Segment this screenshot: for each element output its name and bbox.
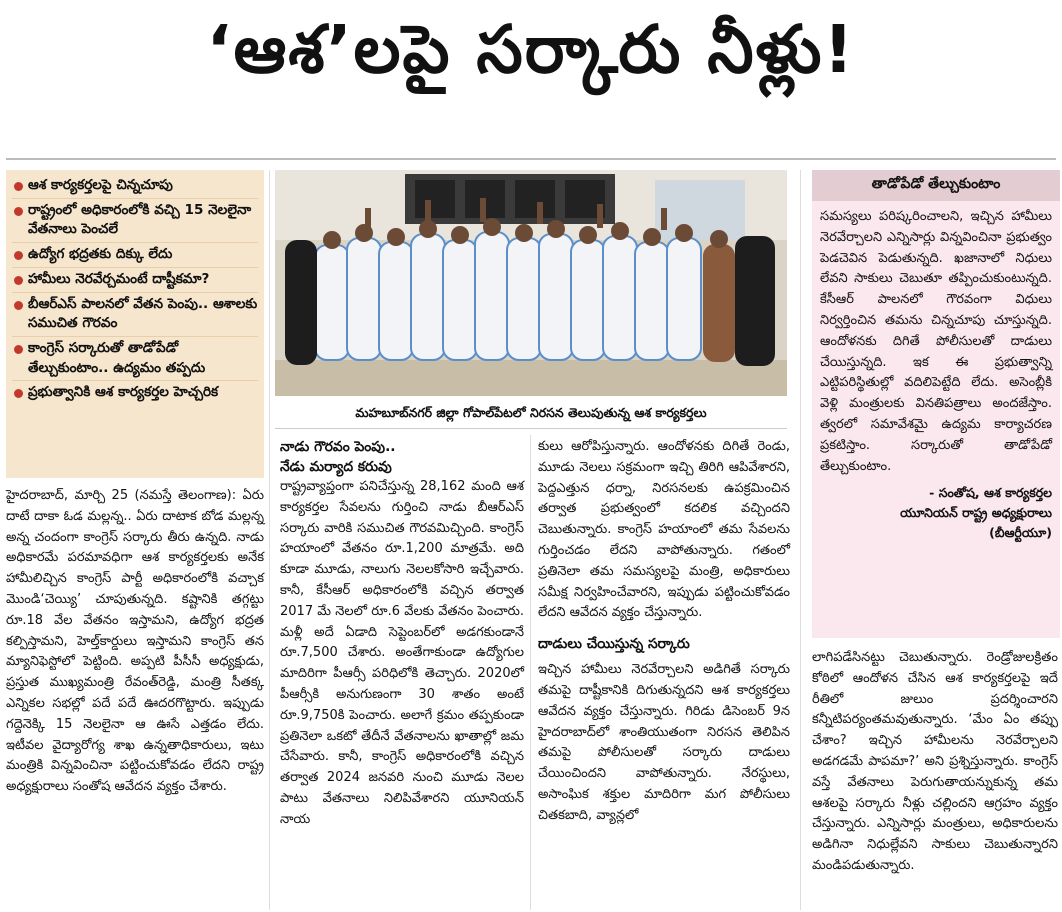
subheading: నాడు గౌరవం పెంపు.. xyxy=(280,439,396,455)
highlight-text: ప్రభుత్వానికి ఆశ కార్యకర్తల హెచ్చరిక xyxy=(28,384,219,401)
highlight-text: ఆశ కార్యకర్తలపై చిన్నచూపు xyxy=(28,177,173,193)
article-column-4: లాగిపడేసినట్టు చెబుతున్నారు. రెండ్రోజులక్రితం కోఠిలో ఆందోళన చేసిన ఆశ కార్యకర్తలపై ఇదే రీతిలో జులుం ప్రదర్శించారని కన్నీటిపర్యంతమవుతున్నారు. ‘మేం ఏం తప్పు చేశాం? ఇచ్చిన హామీలను నెరవేర్చాలని అడగడమే పాపమా?’ అని ప్రశ్నిస్తున్నారు. కాంగ్రెస్‌ వస్తే వేతనాలు పెరుగుతాయన్నుకున్న తమ ఆశలపై సర్కారు నీళ్లు చల్లిందని ఆగ్రహం వ్యక్తం చేస్తున్నారు. ఎన్నిసార్లు మంత్రులు, అధికారులను అడిగినా నిధుల్లేవని సాకులు చెబుతున్నారని మండిపడుతున్నారు. xyxy=(812,650,1058,873)
photo-caption: మహబూబ్‌నగర్‌ జిల్లా గోపాల్‌పేటలో నిరసన తెలుపుతున్న ఆశ కార్యకర్తలు xyxy=(275,398,787,429)
bullet-icon xyxy=(14,345,23,354)
bullet-icon xyxy=(14,207,23,216)
bullet-icon xyxy=(14,389,23,398)
bullet-icon xyxy=(14,251,23,260)
quote-signature: (బీఆర్టీయూ) xyxy=(989,525,1052,541)
article-text: కులు ఆరోపిస్తున్నారు. ఆందోళనకు దిగితే రెండు, మూడు నెలలు సక్రమంగా ఇచ్చి తిరిగి ఆపివేశారని, పెద్దఎత్తున ధర్నా, నిరసనలకు ఉపక్రమించిన తర్వాత ప్రభుత్వంలో కదలిక వచ్చిందని చెబుతున్నారు. కాంగ్రెస్‌ హయాంలో తమ సేవలను గుర్తించడం లేదని వాపోతున్నారు. గతంలో ప్రతినెలా తమ సమస్యలపై మంత్రి, అధికారులు సమీక్ష నిర్వహించేవారని, ఇప్పుడు పట్టించుకోవడం లేదని ఆవేదన వ్యక్తం చేస్తున్నారు. xyxy=(538,439,790,621)
article-column-1: హైదరాబాద్‌, మార్చి 25 (నమస్తే తెలంగాణ): ఏరు దాటే దాకా ఓడ మల్లన్న.. ఏరు దాటాక బోడ మల్లన్న అన్న చందంగా కాంగ్రెస్‌ సర్కారు తీరు ఉన్నది. నాడు అధికారమే పరమావధిగా ఆశ కార్యకర్తలకు అనేక హామీలిచ్చిన కాంగ్రెస్‌ పార్టీ అధికారంలోకి వచ్చాక మొండి‘చెయ్యి’ చూపుతున్నది. కష్టానికి తగ్గట్టు రూ.18 వేల వేతనం ఇస్తామని, ఉద్యోగ భద్రత కల్పిస్తామని, హెల్త్‌కార్డులు ఇస్తామని కాంగ్రెస్‌ తన మ్యానిఫెస్టోలో పెట్టింది. అప్పటి పీసీసీ అధ్యక్షుడు, ప్రస్తుత ముఖ్యమంత్రి రేవంత్‌రెడ్డి, మంత్రి సీతక్క ఎన్నికల సభల్లో పదే పదే ఊదరగొట్టారు. ఇప్పుడు గద్దెనెక్కి 15 నెలలైనా ఆ ఊసే ఎత్తడం లేదు. ఇటీవల వైద్యారోగ్య శాఖ ఉన్నతాధికారులు, ఇటు మంత్రికి విన్నవించినా పట్టించుకోవడం లేదని రాష్ట్ర అధ్యక్షురాలు సంతోష ఆవేదన వ్యక్తం చేశారు. xyxy=(6,488,264,795)
subheading: నేడు మర్యాద కరువు xyxy=(280,459,392,475)
highlight-item xyxy=(12,381,258,405)
bullet-icon xyxy=(14,182,23,191)
protest-photo xyxy=(275,170,787,396)
highlight-item xyxy=(12,174,258,199)
article-text: రాష్ట్రవ్యాప్తంగా పనిచేస్తున్న 28,162 మంది ఆశ కార్యకర్తల సేవలను గుర్తించి నాడు బీఆర్‌ఎస్‌ సర్కారు వారికి సముచిత గౌరవమిచ్చింది. కాంగ్రెస్‌ హయాంలో వేతనం రూ.1,200 మాత్రమే. అది కూడా మూడు, నాలుగు నెలలకోసారి ఇచ్చేవారు. కానీ, కేసీఆర్‌ అధికారంలోకి వచ్చిన తర్వాత 2017 మే నెలలో రూ.6 వేలకు వేతనం పెంచారు. మళ్లీ అదే ఏడాది సెప్టెంబర్‌లో అడగకుండానే రూ.7,500 చేశారు. అంతేగాకుండా ఉద్యోగుల మాదిరిగా పీఆర్సీ పరిధిలోకి తెచ్చారు. 2020లో పీఆర్సీకి అనుగుణంగా 30 శాతం అంటే రూ.9,750కి పెంచారు. అలాగే క్రమం తప్పకుండా ప్రతినెలా ఒకటో తేదీనే వేతనాలను ఖాతాల్లో జమ చేసేవారు. కానీ, కాంగ్రెస్‌ అధికారంలోకి వచ్చిన తర్వాత 2024 జనవరి నుంచి మూడు నెలల పాటు వేతనాలు నిలిపివేశారని యూనియన్‌ నాయ xyxy=(280,479,524,827)
highlight-item xyxy=(12,243,258,268)
article-text: ఇచ్చిన హామీలు నెరవేర్చాలని అడిగితే సర్కారు తమపై దాష్టీకానికి దిగుతున్నదని ఆశ కార్యకర్తలు ఆవేదన వ్యక్తం చేస్తున్నారు. గిరిడు డిసెంబర్‌ 9న హైదరాబాద్‌లో శాంతియుతంగా నిరసన తెలిపిన తమపై పోలీసులతో సర్కారు దాడులు చేయించిందని వాపోతున్నారు. నేరస్థులు, అసాంఘిక శక్తుల మాదిరిగా మగ పోలీసులు చితకబాది, వ్యాన్లలో xyxy=(538,662,790,823)
divider xyxy=(6,158,1056,160)
column-divider xyxy=(269,170,270,910)
column-divider xyxy=(530,435,531,910)
quote-box-text: సమస్యలు పరిష్కరించాలని, ఇచ్చిన హామీలు నెరవేర్చాలని ఎన్నిసార్లు విన్నవించినా ప్రభుత్వం పెడచెవిన పెడుతున్నది. ఖజానాలో నిధులు లేవని సాకులు చెబుతూ తప్పించుకుంటున్నది. కేసీఆర్‌ పాలనలో గౌరవంగా విధులు నిర్వర్తించిన తమను చిన్నచూపు చూస్తున్నది. ఆందోళనకు దిగితే పోలీసులతో దాడులు చేయిస్తున్నది. ఇక ఈ ప్రభుత్వాన్ని ఎట్టిపరిస్థితుల్లో వదిలిపెట్టేది లేదు. అసెంబ్లీకి వెళ్లి మంత్రులకు వినతిపత్రాలు అందజేస్తాం. త్వరలో సమావేశమై ఉద్యమ కార్యాచరణ ప్రకటిస్తాం. సర్కారుతో తాడోపేడో తేల్చుకుంటాం. xyxy=(820,209,1052,474)
column-divider xyxy=(800,170,801,910)
highlight-item xyxy=(12,337,258,381)
bullet-icon xyxy=(14,301,23,310)
highlight-item xyxy=(12,293,258,337)
highlight-text: హామీలు నెరవేర్చమంటే దాష్టీకమా? xyxy=(28,270,210,287)
quote-signature: - సంతోష, ఆశ కార్యకర్తల xyxy=(929,485,1052,501)
subheading: దాడులు చేయిస్తున్న సర్కారు xyxy=(538,636,690,653)
highlight-item xyxy=(12,268,258,293)
quote-box-title: తాడోపేడో తేల్చుకుంటాం xyxy=(812,170,1060,201)
highlights-box xyxy=(6,170,264,478)
quote-signature: యూనియన్‌ రాష్ట్ర అధ్యక్షురాలు xyxy=(900,505,1052,521)
bullet-icon xyxy=(14,276,23,285)
highlight-text: ఉద్యోగ భద్రతకు దిక్కు లేదు xyxy=(28,246,173,263)
highlight-item xyxy=(12,199,258,243)
article-column-2 xyxy=(280,437,524,831)
highlight-text: కాంగ్రెస్‌ సర్కారుతో తాడోపేడో తేల్చుకుంటాం.. ఉద్యమం తప్పదు xyxy=(28,339,206,376)
protest-photo-illustration xyxy=(275,170,787,396)
headline: ‘ఆశ’లపై సర్కారు నీళ్లు! xyxy=(206,11,856,88)
quote-box xyxy=(812,170,1060,638)
highlight-text: బీఆర్‌ఎస్‌ పాలనలో వేతన పెంపు.. ఆశాలకు సముచిత గౌరవం xyxy=(28,295,258,332)
highlight-text: రాష్ట్రంలో అధికారంలోకి వచ్చి 15 నెలలైనా వేతనాలు పెంచలే xyxy=(28,201,252,238)
article-column-3 xyxy=(538,437,790,827)
